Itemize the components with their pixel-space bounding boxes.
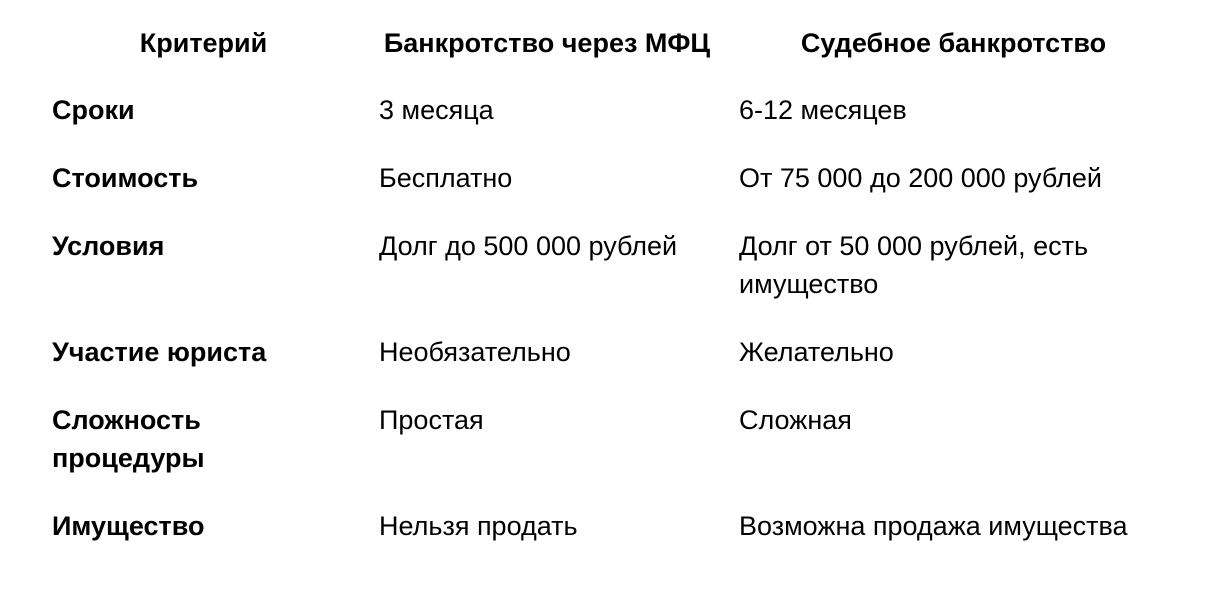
row-criterion: Сложность процедуры [52, 405, 205, 473]
row-court-value: Желательно [739, 337, 894, 367]
table-row [40, 318, 1180, 386]
table-row [40, 386, 1180, 492]
row-court-value: Сложная [739, 405, 852, 435]
table-row [40, 76, 1180, 144]
column-header-court-bankruptcy: Судебное банкротство [800, 28, 1107, 58]
column-header-criterion: Критерий [139, 28, 268, 58]
row-mfc-value: Бесплатно [379, 163, 513, 193]
row-court-value: 6-12 месяцев [739, 95, 907, 125]
table-body [40, 76, 1180, 560]
row-criterion: Участие юриста [52, 337, 267, 367]
row-mfc-value: Необязательно [379, 337, 571, 367]
row-mfc-value: Простая [379, 405, 484, 435]
row-criterion: Имущество [52, 511, 205, 541]
table-row [40, 212, 1180, 318]
row-mfc-value: Долг до 500 000 рублей [379, 231, 678, 261]
table-row [40, 144, 1180, 212]
table-header [40, 12, 1180, 76]
row-criterion: Условия [52, 231, 165, 261]
row-mfc-value: 3 месяца [379, 95, 494, 125]
row-court-value: Долг от 50 000 рублей, есть имущество [739, 231, 1089, 299]
row-court-value: От 75 000 до 200 000 рублей [739, 163, 1102, 193]
table-row [40, 492, 1180, 560]
header-row [40, 12, 1180, 76]
comparison-table [40, 12, 1180, 560]
row-criterion: Сроки [52, 95, 135, 125]
row-criterion: Стоимость [52, 163, 199, 193]
column-header-mfc-bankruptcy: Банкротство через МФЦ [383, 28, 711, 58]
row-court-value: Возможна продажа имущества [739, 511, 1128, 541]
row-mfc-value: Нельзя продать [379, 511, 578, 541]
